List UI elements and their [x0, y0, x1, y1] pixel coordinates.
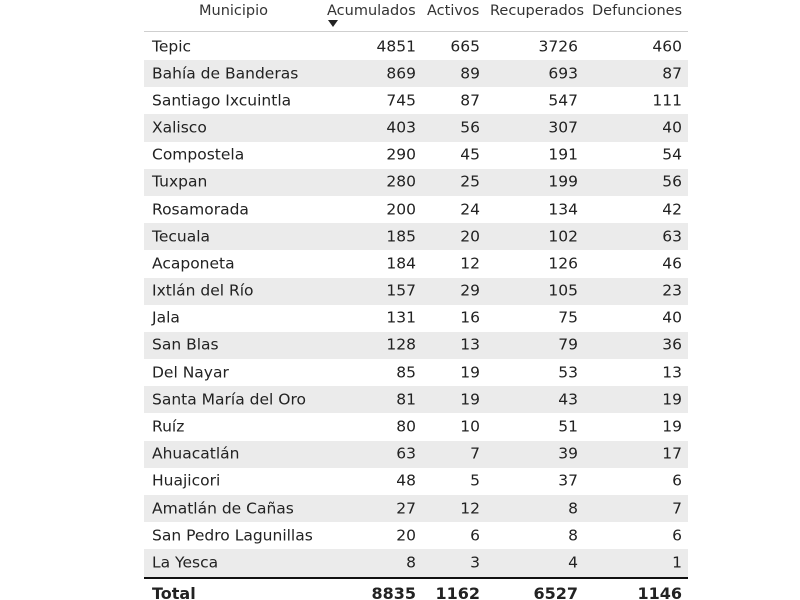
municipio-cell: Compostela [152, 145, 245, 164]
defunciones-cell: 23 [662, 281, 682, 300]
acumulados-cell: 27 [396, 498, 416, 517]
table-row[interactable] [144, 441, 688, 468]
header-recuperados[interactable]: Recuperados [490, 3, 585, 19]
activos-cell: 29 [460, 281, 480, 300]
activos-cell: 25 [460, 172, 480, 191]
municipio-cell: Ixtlán del Río [152, 281, 254, 300]
activos-cell: 87 [460, 91, 480, 110]
municipio-cell: Tuxpan [152, 172, 208, 191]
table-row[interactable] [144, 196, 688, 223]
total-activos: 1162 [435, 583, 480, 600]
table-row[interactable] [144, 169, 688, 196]
municipio-cell: Santiago Ixcuintla [152, 91, 292, 110]
municipio-cell: Rosamorada [152, 199, 249, 218]
activos-cell: 12 [460, 498, 480, 517]
acumulados-cell: 745 [386, 91, 416, 110]
table-row[interactable] [144, 305, 688, 332]
activos-cell: 3 [470, 553, 480, 572]
defunciones-cell: 460 [652, 36, 682, 55]
table-row[interactable] [144, 495, 688, 522]
recuperados-cell: 134 [548, 199, 578, 218]
table-header [144, 0, 688, 32]
municipio-cell: San Blas [152, 335, 219, 354]
acumulados-cell: 131 [386, 308, 416, 327]
activos-cell: 6 [470, 526, 480, 545]
activos-cell: 19 [460, 362, 480, 381]
table-row[interactable] [144, 223, 688, 250]
defunciones-cell: 63 [662, 226, 682, 245]
activos-cell: 19 [460, 390, 480, 409]
acumulados-cell: 184 [386, 254, 416, 273]
recuperados-cell: 307 [548, 118, 578, 137]
activos-cell: 56 [460, 118, 480, 137]
table-row[interactable] [144, 33, 688, 60]
recuperados-cell: 37 [558, 471, 578, 490]
activos-cell: 12 [460, 254, 480, 273]
acumulados-cell: 85 [396, 362, 416, 381]
activos-cell: 20 [460, 226, 480, 245]
defunciones-cell: 56 [662, 172, 682, 191]
recuperados-cell: 51 [558, 417, 578, 436]
defunciones-cell: 6 [672, 526, 682, 545]
recuperados-cell: 39 [558, 444, 578, 463]
total-recuperados: 6527 [533, 583, 578, 600]
activos-cell: 89 [460, 63, 480, 82]
acumulados-cell: 20 [396, 526, 416, 545]
municipio-cell: San Pedro Lagunillas [152, 526, 313, 545]
table-row[interactable] [144, 60, 688, 87]
municipio-cell: Xalisco [152, 118, 207, 137]
acumulados-cell: 290 [386, 145, 416, 164]
recuperados-cell: 4 [568, 553, 578, 572]
acumulados-cell: 4851 [376, 36, 416, 55]
municipio-cell: Ruíz [152, 417, 185, 436]
recuperados-cell: 105 [548, 281, 578, 300]
defunciones-cell: 46 [662, 254, 682, 273]
table-row[interactable] [144, 386, 688, 413]
activos-cell: 10 [460, 417, 480, 436]
total-defunciones: 1146 [637, 583, 682, 600]
acumulados-cell: 48 [396, 471, 416, 490]
defunciones-cell: 13 [662, 362, 682, 381]
activos-cell: 7 [470, 444, 480, 463]
table-row[interactable] [144, 468, 688, 495]
recuperados-cell: 102 [548, 226, 578, 245]
recuperados-cell: 53 [558, 362, 578, 381]
sort-descending-icon[interactable] [328, 20, 338, 27]
acumulados-cell: 8 [406, 553, 416, 572]
municipio-cell: Amatlán de Cañas [152, 498, 294, 517]
defunciones-cell: 40 [662, 118, 682, 137]
table-row[interactable] [144, 142, 688, 169]
municipio-cell: Santa María del Oro [152, 390, 306, 409]
activos-cell: 24 [460, 199, 480, 218]
acumulados-cell: 157 [386, 281, 416, 300]
header-acumulados[interactable]: Acumulados [327, 3, 416, 19]
table-row[interactable] [144, 359, 688, 386]
recuperados-cell: 693 [548, 63, 578, 82]
defunciones-cell: 36 [662, 335, 682, 354]
acumulados-cell: 869 [386, 63, 416, 82]
defunciones-cell: 54 [662, 145, 682, 164]
activos-cell: 5 [470, 471, 480, 490]
recuperados-cell: 8 [568, 498, 578, 517]
recuperados-cell: 547 [548, 91, 578, 110]
municipio-cell: Ahuacatlán [152, 444, 240, 463]
total-acumulados: 8835 [371, 583, 416, 600]
table-row[interactable] [144, 549, 688, 576]
activos-cell: 13 [460, 335, 480, 354]
acumulados-cell: 128 [386, 335, 416, 354]
recuperados-cell: 8 [568, 526, 578, 545]
municipio-cell: La Yesca [152, 553, 219, 572]
defunciones-cell: 111 [652, 91, 682, 110]
activos-cell: 45 [460, 145, 480, 164]
defunciones-cell: 42 [662, 199, 682, 218]
defunciones-cell: 19 [662, 390, 682, 409]
defunciones-cell: 6 [672, 471, 682, 490]
acumulados-cell: 63 [396, 444, 416, 463]
header-municipio[interactable]: Municipio [199, 3, 269, 19]
acumulados-cell: 80 [396, 417, 416, 436]
municipio-cell: Jala [152, 308, 180, 327]
table-row[interactable] [144, 332, 688, 359]
defunciones-cell: 87 [662, 63, 682, 82]
header-activos[interactable]: Activos [427, 3, 480, 19]
acumulados-cell: 200 [386, 199, 416, 218]
defunciones-cell: 17 [662, 444, 682, 463]
acumulados-cell: 280 [386, 172, 416, 191]
table-row[interactable] [144, 250, 688, 277]
activos-cell: 16 [460, 308, 480, 327]
recuperados-cell: 199 [548, 172, 578, 191]
recuperados-cell: 3726 [538, 36, 578, 55]
recuperados-cell: 126 [548, 254, 578, 273]
municipio-cell: Del Nayar [152, 362, 229, 381]
table-body [144, 33, 688, 577]
acumulados-cell: 81 [396, 390, 416, 409]
table-row[interactable] [144, 413, 688, 440]
header-divider [144, 31, 688, 32]
table-row[interactable] [144, 114, 688, 141]
activos-cell: 665 [450, 36, 480, 55]
defunciones-cell: 19 [662, 417, 682, 436]
municipio-cell: Acaponeta [152, 254, 235, 273]
data-table [144, 0, 688, 600]
defunciones-cell: 7 [672, 498, 682, 517]
table-row[interactable] [144, 522, 688, 549]
municipio-cell: Huajicori [152, 471, 221, 490]
municipio-cell: Tepic [152, 36, 192, 55]
defunciones-cell: 40 [662, 308, 682, 327]
municipio-cell: Tecuala [152, 226, 211, 245]
recuperados-cell: 191 [548, 145, 578, 164]
table-row[interactable] [144, 278, 688, 305]
defunciones-cell: 1 [672, 553, 682, 572]
total-row [144, 577, 688, 600]
acumulados-cell: 185 [386, 226, 416, 245]
acumulados-cell: 403 [386, 118, 416, 137]
recuperados-cell: 75 [558, 308, 578, 327]
table-row[interactable] [144, 87, 688, 114]
total-label: Total [152, 583, 196, 600]
recuperados-cell: 43 [558, 390, 578, 409]
header-defunciones[interactable]: Defunciones [592, 3, 683, 19]
recuperados-cell: 79 [558, 335, 578, 354]
municipio-cell: Bahía de Banderas [152, 63, 299, 82]
